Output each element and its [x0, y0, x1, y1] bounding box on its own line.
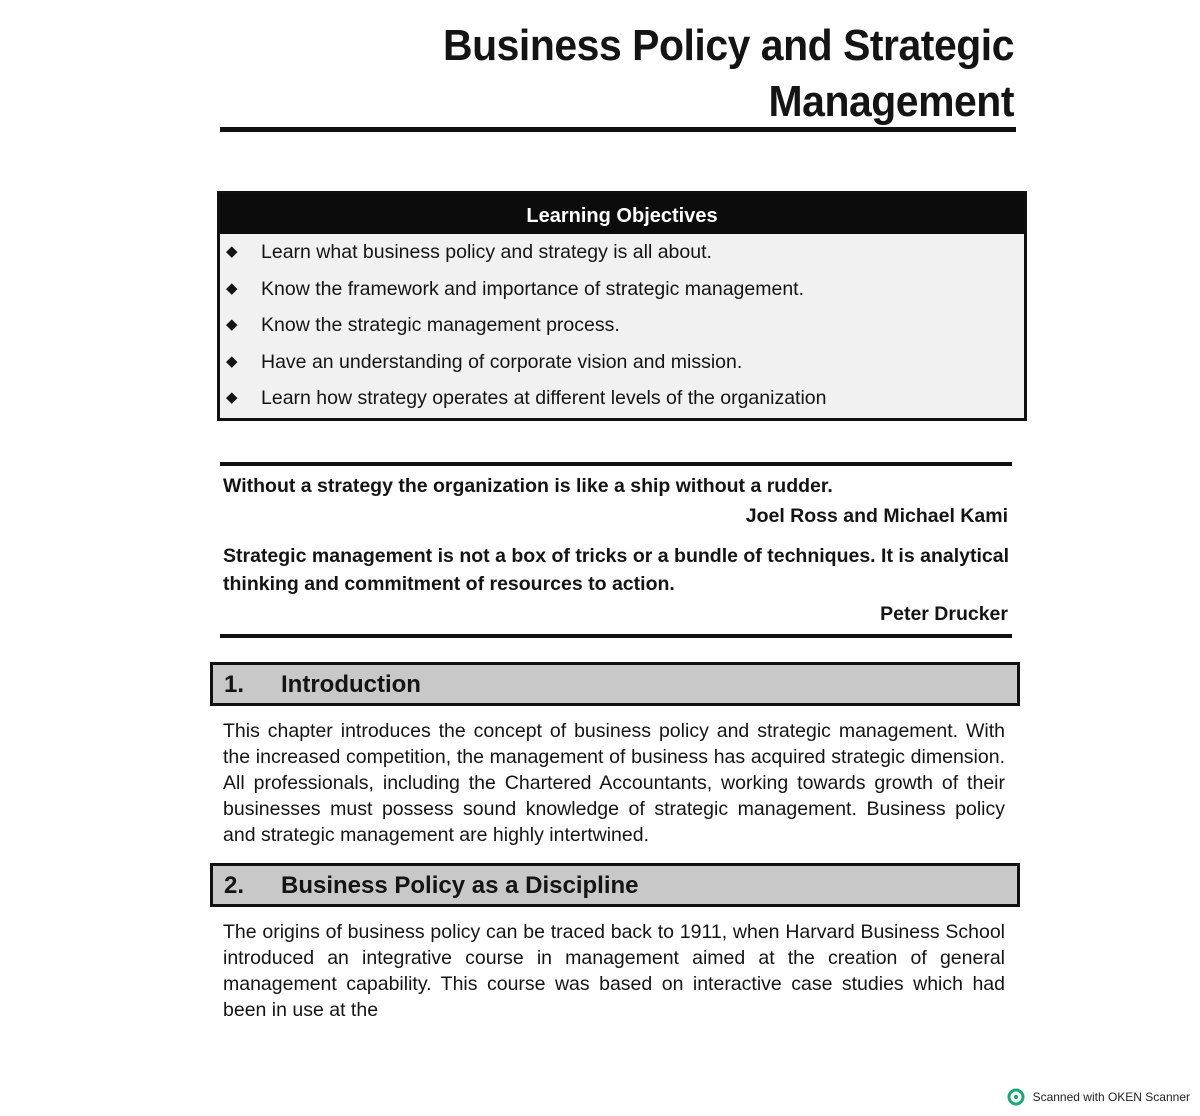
scanner-watermark-text: Scanned with OKEN Scanner [1032, 1090, 1190, 1104]
objective-text: Know the framework and importance of strategic management. [261, 277, 805, 300]
objective-item [220, 307, 1024, 344]
section-heading-business-policy [210, 863, 1020, 907]
learning-objectives-header: Learning Objectives [220, 194, 1024, 234]
section-number: 2. [224, 872, 245, 899]
objective-item [220, 380, 1024, 417]
section-title: Introduction [281, 671, 421, 698]
quote-text: Strategic management is not a box of tricks or a bundle of techniques. It is analytical thinking and commitment of resources to action. [223, 545, 1009, 595]
section-number: 1. [224, 671, 245, 698]
learning-objectives-box [217, 191, 1027, 421]
oken-scanner-logo-icon [1007, 1088, 1025, 1106]
page-title-line-1: Business Policy and Strategic [443, 21, 1014, 70]
objective-item [220, 271, 1024, 308]
objective-item [220, 234, 1024, 271]
objective-text: Learn what business policy and strategy is all about. [261, 241, 712, 263]
page-title-line-2: Management [768, 77, 1014, 126]
quote-author: Joel Ross and Michael Kami [745, 505, 1008, 527]
quotes-bottom-rule [220, 634, 1012, 638]
scanner-watermark [1007, 1088, 1190, 1106]
diamond-bullet-icon: ◆ [226, 352, 238, 370]
quote-text: Without a strategy the organization is like a ship without a rudder. [223, 475, 833, 497]
learning-objectives-list [220, 234, 1024, 417]
diamond-bullet-icon: ◆ [226, 316, 238, 333]
diamond-bullet-icon: ◆ [226, 243, 238, 260]
page-title [443, 18, 1014, 130]
objective-text: Know the strategic management process. [261, 314, 620, 336]
diamond-bullet-icon: ◆ [226, 279, 238, 297]
section-title: Business Policy as a Discipline [281, 872, 639, 899]
quotes-top-rule [220, 462, 1012, 466]
objective-item [220, 344, 1024, 381]
diamond-bullet-icon: ◆ [226, 389, 238, 406]
section-heading-introduction [210, 662, 1020, 706]
objective-text: Have an understanding of corporate vision and mission. [261, 350, 743, 373]
section-body-introduction: This chapter introduces the concept of business policy and strategic management. With the increased competition, the management of business has acquired strategic dimension. All professionals, including the Chartered Accountants, working towards growth of their businesses must possess sound knowledge of strategic management. Business policy and strategic management are highly intertwined. [223, 720, 1005, 846]
quote-author: Peter Drucker [880, 603, 1008, 625]
title-underline [220, 127, 1016, 132]
objective-text: Learn how strategy operates at different levels of the organization [261, 387, 827, 409]
section-body-business-policy: The origins of business policy can be traced back to 1911, when Harvard Business School introduced an integrative course in management aimed at the creation of general management capability. This course was based on interactive case studies which had been in use at the [223, 921, 1005, 1021]
